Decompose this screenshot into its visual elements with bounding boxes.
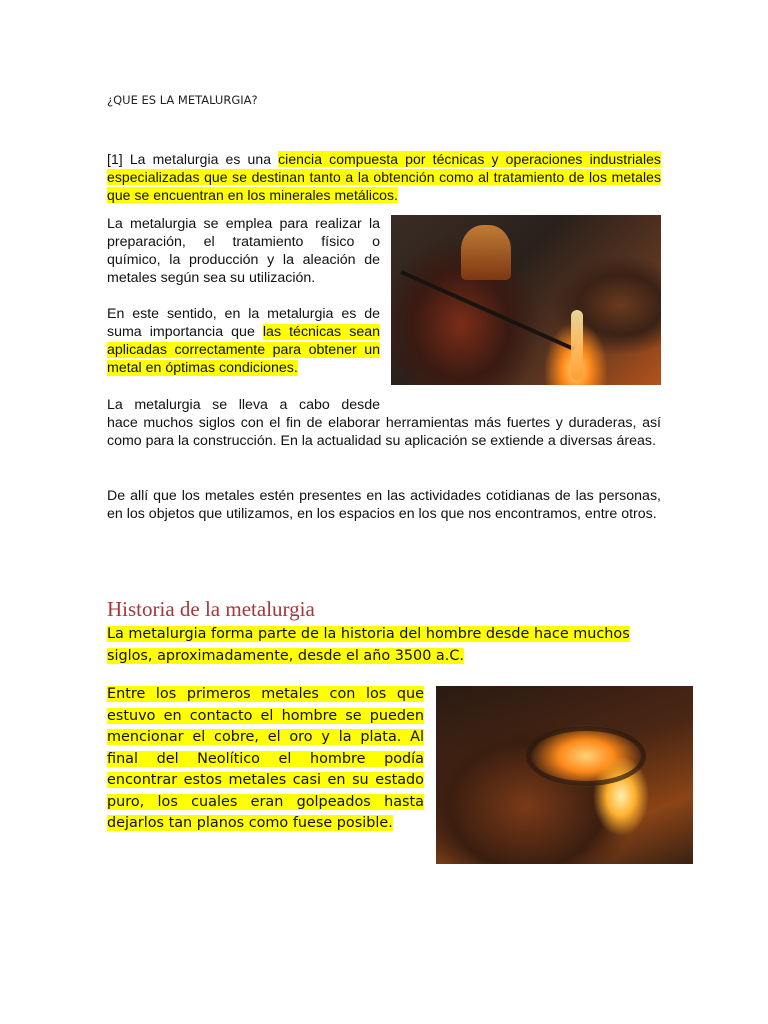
presence-paragraph: De allí que los metales estén presentes en las actividades cotidianas de las personas, en los objetos que utilizamos, en los espacios en los que nos encontramos, entre otros.: [107, 488, 661, 522]
importance-lead-text: En este sentido, en la metalurgia es de suma importancia que: [107, 306, 380, 340]
intro-lead-text: La metalurgia es una: [122, 151, 279, 167]
history-paragraph-first-line: La metalurgia se lleva a cabo desde: [107, 397, 380, 413]
history-paragraph-rest: hace muchos siglos con el fin de elaborar herramientas más fuertes y duraderas, así como para la construcción. En la actualidad su aplicación se extiende a diversas áreas.: [107, 415, 661, 449]
section-heading: Historia de la metalurgia: [107, 597, 315, 621]
molten-metal-ladle-image: [436, 686, 693, 864]
molten-stream-shape: [571, 310, 583, 380]
importance-paragraph: [107, 305, 380, 377]
uses-paragraph: La metalurgia se emplea para realizar la preparación, el tratamiento físico o químico, la producción y la aleación de metales según sea su utilización.: [107, 216, 380, 286]
footnote-reference[interactable]: [1]: [107, 151, 123, 167]
importance-highlighted-text: las técnicas sean aplicadas correctamente para obtener un metal en óptimas condiciones.: [107, 324, 380, 376]
ladle-rim-shape: [526, 726, 646, 786]
first-metals-highlighted-text: Entre los primeros metales con los que estuvo en contacto el hombre se pueden mencionar el cobre, el oro y la plata. Al final del Neolítico el hombre podía encontrar estos metales casi en su estado puro, los cuales eran golpeados hasta dejarlos tan planos como fuese posible.: [107, 686, 424, 831]
helmet-shape: [461, 225, 511, 280]
question-title: ¿QUE ES LA METALURGIA?: [107, 93, 258, 107]
origin-highlighted-text: La metalurgia forma parte de la historia del hombre desde hace muchos siglos, aproximadamente, desde el año 3500 a.C.: [107, 626, 630, 664]
intro-highlighted-text: ciencia compuesta por técnicas y operaciones industriales especializadas que se destinan tanto a la obtención como al tratamiento de los metales que se encuentran en los minerales metálicos.: [107, 151, 661, 203]
rod-shape: [400, 270, 575, 351]
intro-paragraph: [107, 150, 661, 204]
foundry-worker-image: [391, 215, 661, 385]
origin-paragraph: [107, 624, 667, 667]
first-metals-paragraph: [107, 684, 424, 835]
